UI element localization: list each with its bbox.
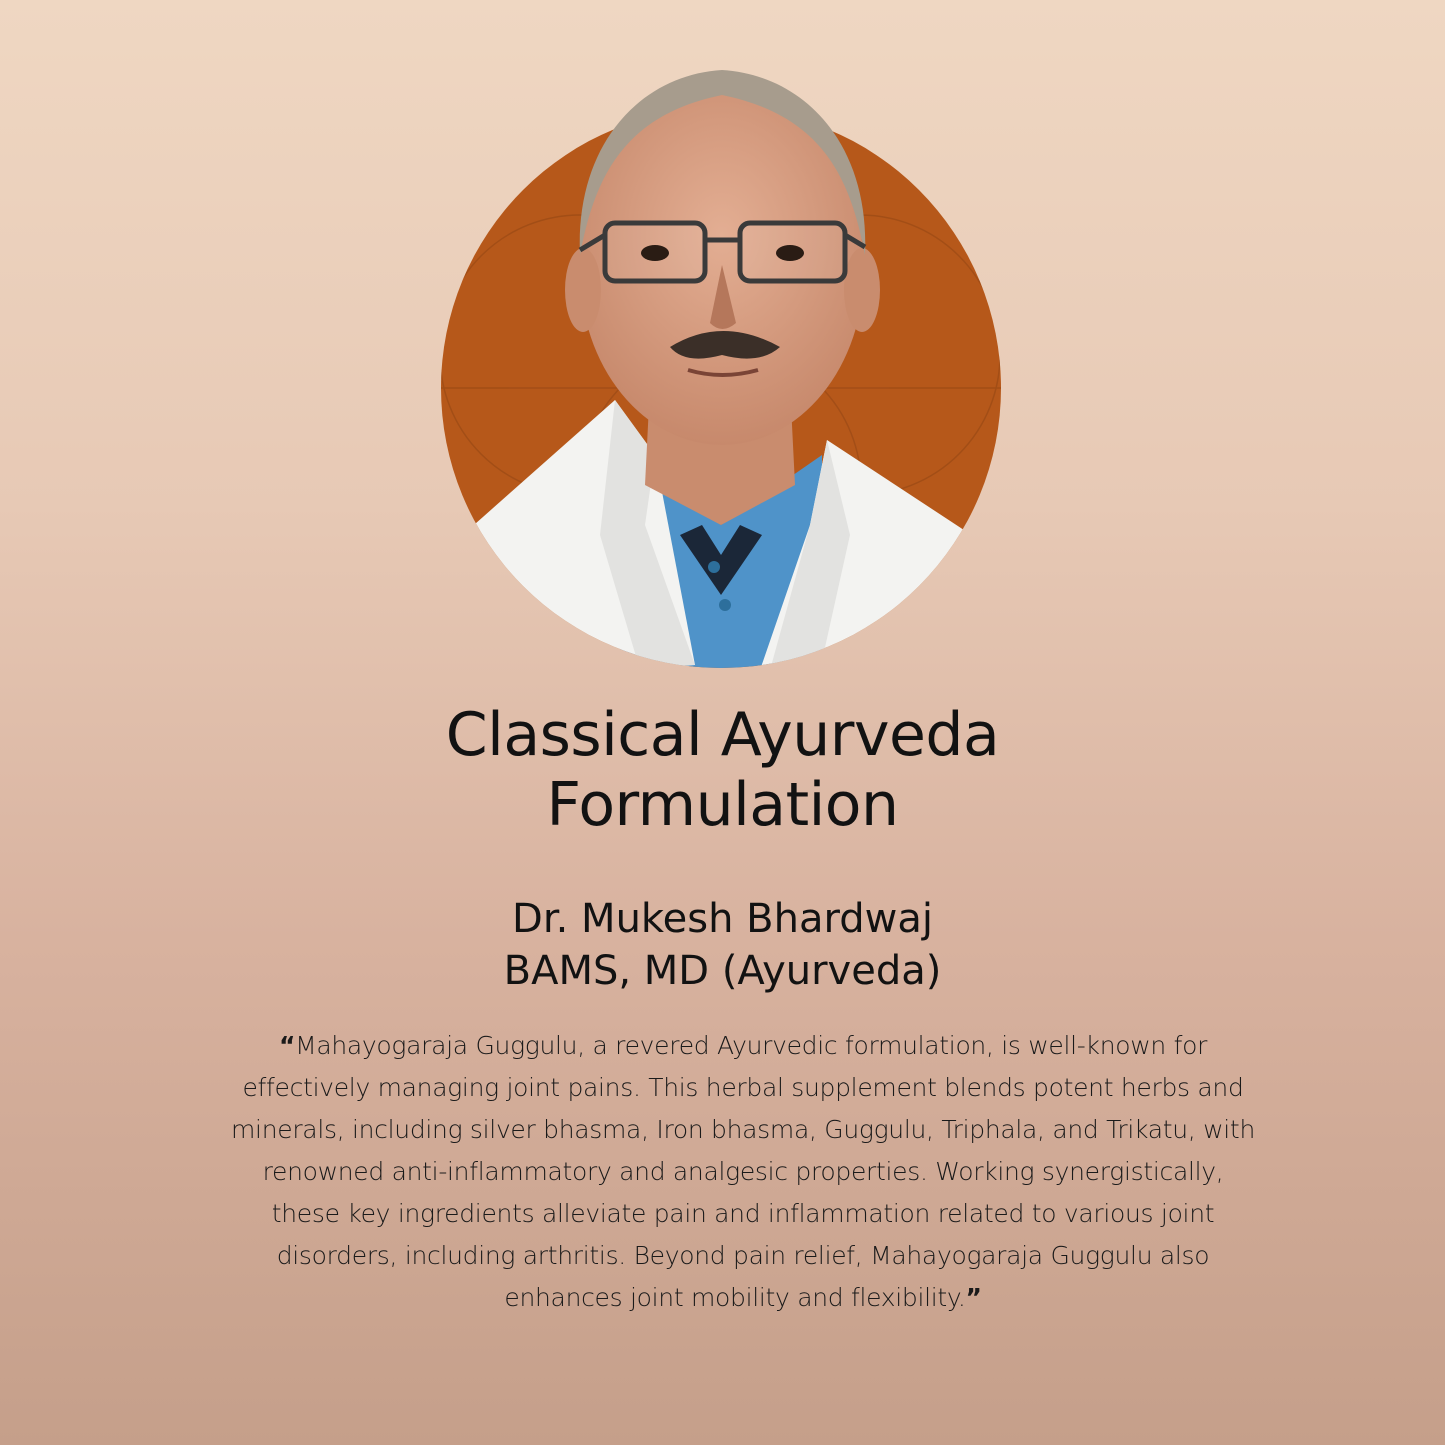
quote-open-mark: “ <box>278 1031 296 1060</box>
headline-line-2: Formulation <box>546 770 899 840</box>
headline <box>0 700 1445 840</box>
doctor-credentials: BAMS, MD (Ayurveda) <box>503 948 942 994</box>
doctor-info <box>0 893 1445 997</box>
quote-close-mark: ” <box>965 1283 982 1312</box>
testimonial-quote <box>228 1025 1258 1319</box>
doctor-name: Dr. Mukesh Bhardwaj <box>512 896 933 942</box>
doctor-portrait <box>440 55 1002 670</box>
quote-text: Mahayogaraja Guggulu, a revered Ayurvedic formulation, is well-known for effectively managing joint pains. This herbal supplement blends potent herbs and minerals, including silver bhasma, Iron bhasma, Guggulu, Triphala, and Trikatu, with renowned anti-inflammatory and analgesic properties. Working synergistically, these key ingredients alleviate pain and inflammation related to various joint disorders, including arthritis. Beyond pain relief, Mahayogaraja Guggulu also enhances joint mobility and flexibility. <box>231 1031 1255 1312</box>
headline-line-1: Classical Ayurveda <box>445 700 1000 770</box>
